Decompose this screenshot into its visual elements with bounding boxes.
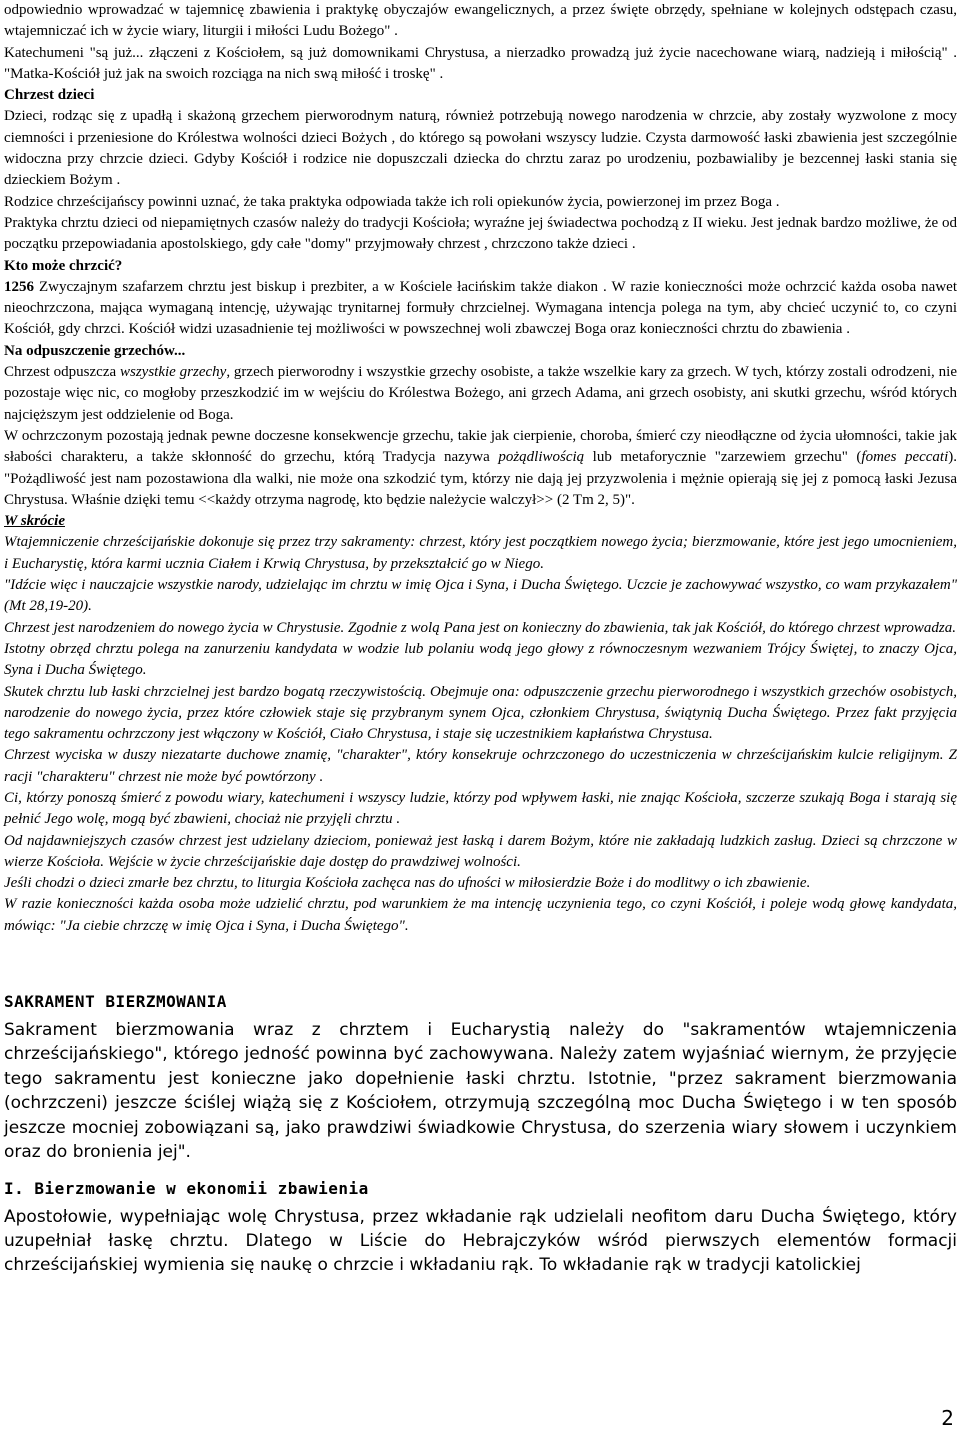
paragraph: [4, 277, 957, 341]
text: lub metaforycznie "zarzewiem grzechu" (: [584, 449, 862, 466]
section-heading-summary: W skrócie: [4, 513, 65, 530]
text: ). "Pożądliwość jest nam pozostawiona dla walki, nie może ona szkodzić tym, którzy nie dają jej przyzwolenia i mężnie opierają się jej z pomocą łaski Jezusa Chrystusa. Właśnie dzięki temu <<każdy otrzyma nagrodę, kto będzie należycie walczył>> (2 Tm 2, 5)".: [4, 449, 958, 508]
emphasis: fomes peccati: [861, 449, 949, 466]
emphasis: pożądliwością: [498, 449, 585, 466]
page-number: 2: [941, 1406, 954, 1430]
paragraph: [4, 426, 957, 511]
paragraph: Sakrament bierzmowania wraz z chrztem i Eucharystią należy do "sakramentów wtajemniczenia chrześcijańskiego", którego jedność powinna być zachowywana. Należy zatem wyjaśniać wiernym, że przyjęcie tego sakramentu jest konieczne jako dopełnienie łaski chrztu. Istotnie, "przez sakrament bierzmowania (ochrzczeni) jeszcze ściślej wiążą się z Kościołem, otrzymują szczególną moc Ducha Świętego i w ten sposób jeszcze mocniej zobowiązani są, jako prawdziwi świadkowie Chrystusa, do szerzenia wiary słowem i uczynkiem oraz do bronienia jej".: [4, 1020, 957, 1163]
paragraph: Katechumeni "są już... złączeni z Kościołem, są już domownikami Chrystusa, a nierzadko prowadzą już życie nacechowane wiarą, nadzieją i miłością" . "Matka-Kościół już jak na swoich rozciąga na nich swą miłość i troskę" .: [4, 44, 957, 82]
summary-item: Wtajemniczenie chrześcijańskie dokonuje się przez trzy sakramenty: chrzest, który jest początkiem nowego życia; bierzmowanie, które jest jego umocnieniem, i Eucharystię, która karmi ucznia Ciałem i Krwią Chrystusa, by przekształcić go w Niego.: [4, 534, 957, 572]
paragraph: Rodzice chrześcijańscy powinni uznać, że taka praktyka odpowiada także ich roli opiekunów życia, powierzonej im przez Boga .: [4, 193, 780, 210]
text: W ochrzczonym pozostają jednak pewne doczesne konsekwencje grzechu, takie jak cierpienie, choroba, śmierć czy nieodłączne od życia ułomności, takie jak słabości charakteru, a także skłonność do grzechu, którą Tradycja nazywa: [4, 427, 957, 466]
document-page: [4, 0, 957, 1278]
section-heading-confirmation: SAKRAMENT BIERZMOWANIA: [4, 992, 227, 1012]
paragraph-number: 1256: [4, 278, 34, 295]
summary-item: Od najdawniejszych czasów chrzest jest udzielany dzieciom, ponieważ jest łaską i darem Bożym, które nie zakładają ludzkich zasług. Dzieci są chrzczone w wierze Kościoła. Wejście w życie chrześcijańskie daje dostęp do prawdziwej wolności.: [4, 832, 957, 870]
catechism-text: [4, 0, 957, 937]
section-heading-forgiveness: Na odpuszczenie grzechów...: [4, 342, 186, 359]
paragraph: Praktyka chrztu dzieci od niepamiętnych czasów należy do tradycji Kościoła; wyraźne jej świadectwa pochodzą z II wieku. Jest jednak bardzo możliwe, że od początku przepowiadania apostolskiego, gdy całe "domy" przyjmowały chrzest , chrzczono także dzieci .: [4, 214, 957, 253]
paragraph-text: Zwyczajnym szafarzem chrztu jest biskup i prezbiter, a w Kościele łacińskim także diakon . W razie konieczności może ochrzcić każda osoba nawet nieochrzczona, mająca wymaganą intencję, używając trynitarnej formuły chrzcielnej. Wymagana intencja polega na tym, aby chcieć uczynić to, co czyni Kościół, gdy chrzci. Kościół widzi uzasadnienie tej możliwości w powszechnej woli zbawczej Boga oraz konieczności chrztu do zbawienia .: [4, 278, 957, 338]
section-heading-infant-baptism: Chrzest dzieci: [4, 87, 95, 104]
summary-list: [4, 532, 957, 937]
summary-item: Istotny obrzęd chrztu polega na zanurzeniu kandydata w wodzie lub polaniu wodą jego głowy z równoczesnym wezwaniem Trójcy Świętej, to znaczy Ojca, Syna i Ducha Świętego.: [4, 640, 957, 679]
emphasis: wszystkie grzechy: [120, 364, 227, 381]
summary-item: W razie konieczności każda osoba może udzielić chrztu, pod warunkiem że ma intencję uczynienia tego, co czyni Kościół, i poleje wodą głowę kandydata, mówiąc: "Ja ciebie chrzczę w imię Ojca i Syna, i Ducha Świętego".: [4, 896, 957, 934]
paragraph: Dzieci, rodząc się z upadłą i skażoną grzechem pierworodnym naturą, również potrzebują nowego narodzenia w chrzcie, aby zostały wyzwolone z mocy ciemności i przeniesione do Królestwa wolności dzieci Bożych , do którego są powołani wszyscy ludzie. Czysta darmowość łaski zbawienia jest szczególnie widoczna przy chrzcie dzieci. Gdyby Kościół i rodzice nie dopuszczali dziecka do chrztu zaraz po urodzeniu, pozbawialiby je bezcennej łaski stania się dzieckiem Bożym .: [4, 108, 957, 189]
summary-item: "Idźcie więc i nauczajcie wszystkie narody, udzielając im chrztu w imię Ojca i Syna, i Ducha Świętego. Uczcie je zachowywać wszystko, co wam przykazałem" (Mt 28,19-20).: [4, 577, 957, 615]
summary-item: Chrzest jest narodzeniem do nowego życia w Chrystusie. Zgodnie z wolą Pana jest on konieczny do zbawienia, tak jak Kościół, do którego chrzest wprowadza.: [4, 619, 957, 636]
subheading-economy-of-salvation: I. Bierzmowanie w ekonomii zbawienia: [4, 1178, 369, 1198]
summary-item: Ci, którzy ponoszą śmierć z powodu wiary, katechumeni i wszyscy ludzie, którzy pod wpływem łaski, nie znając Kościoła, szczerze szukają Boga i starają się pełnić Jego wolę, mogą być zbawieni, chociaż nie przyjęli chrztu .: [4, 789, 957, 828]
text: Chrzest odpuszcza: [4, 364, 120, 381]
text: , grzech pierworodny i wszystkie grzechy osobiste, a także wszelkie kary za grzech. W tych, którzy zostali odrodzeni, nie pozostaje więc nic, co mogłoby przeszkodzić im w wejściu do Królestwa Bożego, ani grzech Adama, ani grzech osobisty, ani skutki grzechu, wśród których najcięższym jest oddzielenie od Boga.: [4, 364, 957, 423]
section-heading-who-may-baptize: Kto może chrzcić?: [4, 257, 123, 274]
confirmation-section: [4, 992, 957, 1278]
summary-item: Chrzest wyciska w duszy niezatarte duchowe znamię, "charakter", który konsekruje ochrzczonego do uczestniczenia w chrześcijańskim kulcie religijnym. Z racji "charakteru" chrzest nie może być powtórzony .: [4, 747, 957, 785]
paragraph: odpowiednio wprowadzać w tajemnicę zbawienia i praktykę obyczajów ewangelicznych, a przez święte obrzędy, spełniane w kolejnych odstępach czasu, wtajemniczać ich w życie wiary, liturgii i miłości Ludu Bożego" .: [4, 2, 957, 40]
summary-item: Jeśli chodzi o dzieci zmarłe bez chrztu, to liturgia Kościoła zachęca nas do ufności w miłosierdzie Boże i do modlitwy o ich zbawienie.: [4, 875, 811, 892]
summary-item: Skutek chrztu lub łaski chrzcielnej jest bardzo bogatą rzeczywistością. Obejmuje ona: odpuszczenie grzechu pierworodnego i wszystkich grzechów osobistych, narodzenie do nowego życia, przez które człowiek staje się przybranym synem Ojca, członkiem Chrystusa, świątynią Ducha Świętego. Przez fakt przyjęcia tego sakramentu ochrzczony jest włączony w Kościół, Ciało Chrystusa, i staje się uczestnikiem kapłaństwa Chrystusa.: [4, 683, 957, 743]
paragraph: Apostołowie, wypełniając wolę Chrystusa, przez wkładanie rąk udzielali neofitom daru Ducha Świętego, który uzupełniał łaskę chrztu. Dlatego w Liście do Hebrajczyków wśród pierwszych elementów formacji chrześcijańskiej wymienia się naukę o chrzcie i wkładaniu rąk. To wkładanie rąk w tradycji katolickiej: [4, 1206, 957, 1276]
paragraph: [4, 362, 957, 426]
